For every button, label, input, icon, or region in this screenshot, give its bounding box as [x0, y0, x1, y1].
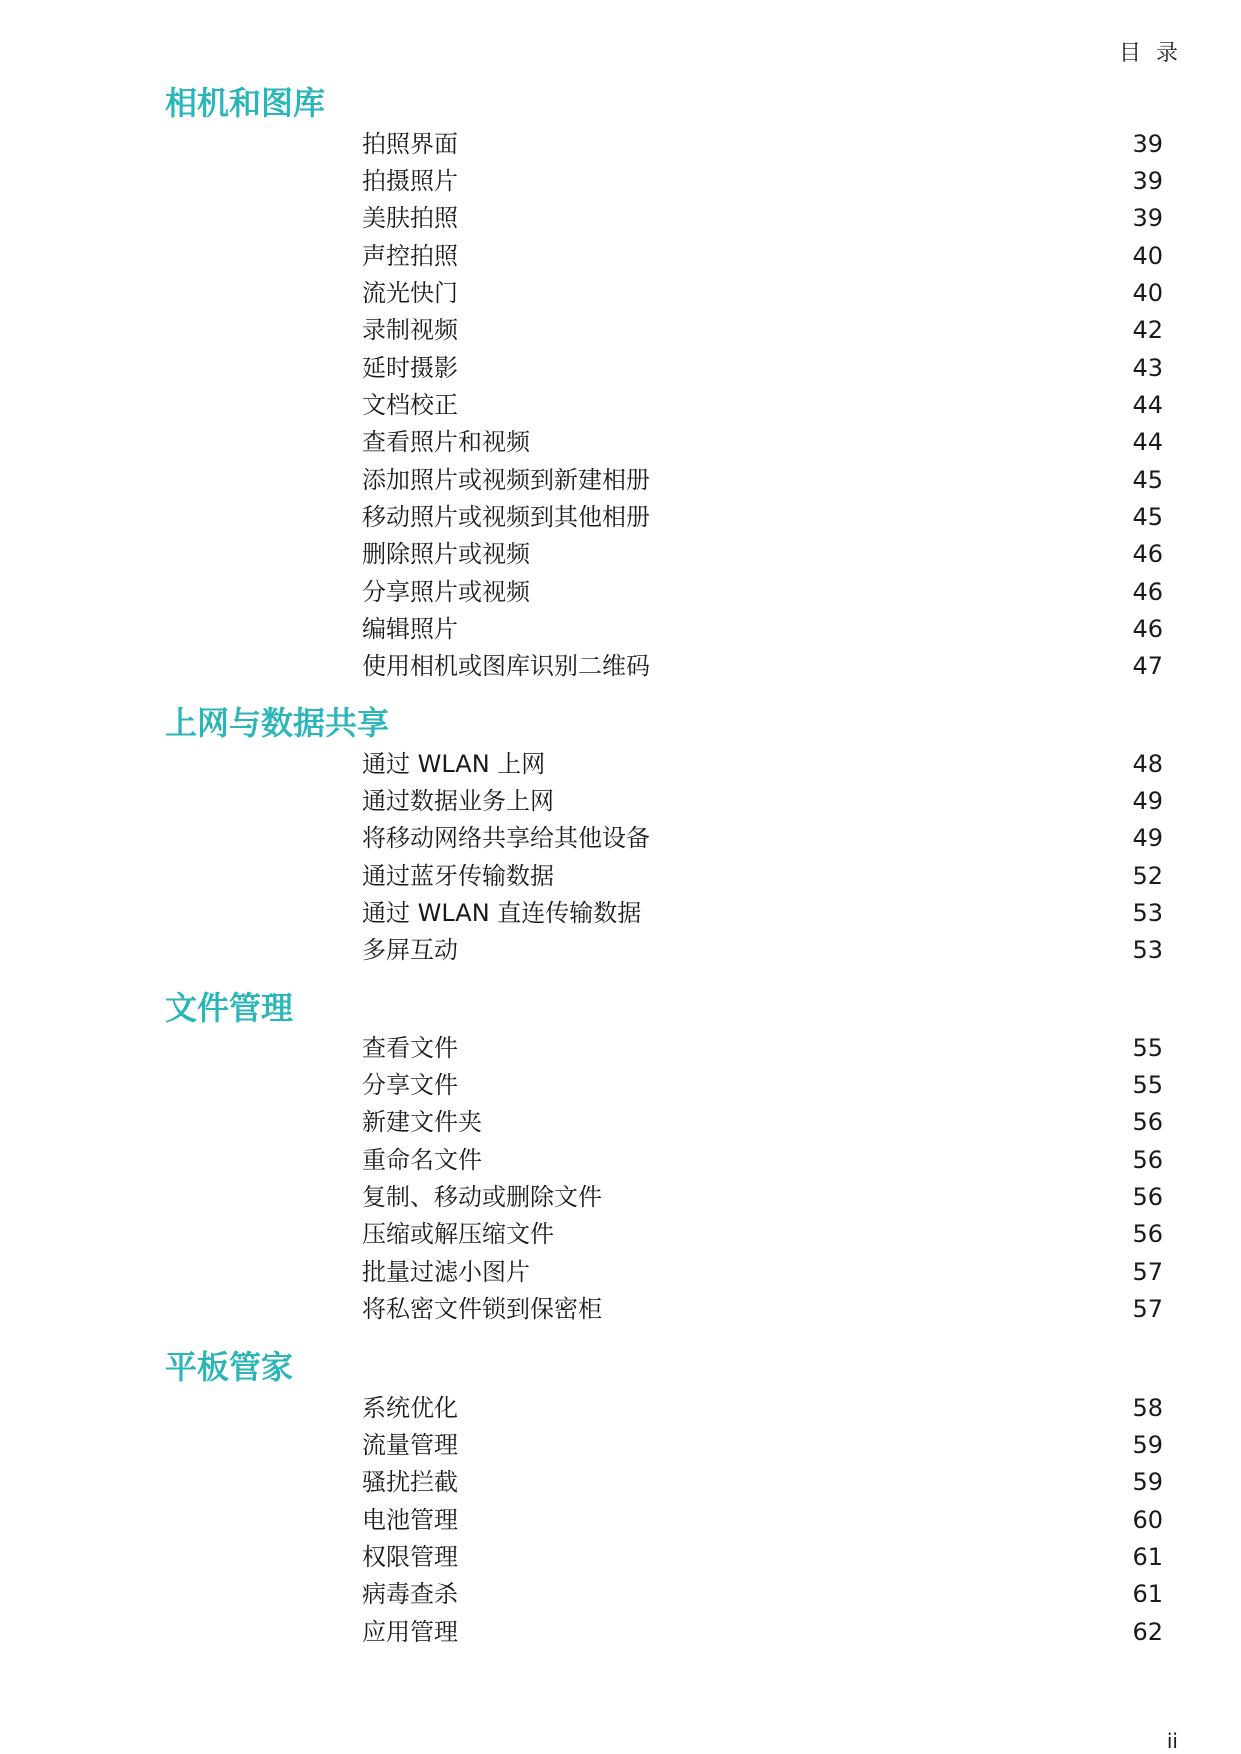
- toc-entry[interactable]: [0, 574, 1241, 611]
- section-title: 上网与数据共享: [165, 704, 390, 742]
- toc-entry[interactable]: [0, 1142, 1241, 1179]
- entry-title: 分享照片或视频: [362, 578, 530, 606]
- toc-entry[interactable]: [0, 126, 1241, 163]
- entry-title: 通过 WLAN 直连传输数据: [362, 899, 642, 927]
- entry-page: 39: [1132, 204, 1163, 232]
- toc-entry[interactable]: [0, 275, 1241, 312]
- toc-entry[interactable]: [0, 820, 1241, 857]
- entry-page: 56: [1132, 1183, 1163, 1211]
- entry-page: 62: [1132, 1618, 1163, 1646]
- entry-title: 声控拍照: [362, 242, 458, 270]
- entry-page: 39: [1132, 167, 1163, 195]
- entry-page: 40: [1132, 279, 1163, 307]
- toc-entry[interactable]: [0, 1390, 1241, 1427]
- page-number: ii: [1166, 1729, 1178, 1753]
- entry-page: 57: [1132, 1295, 1163, 1323]
- entry-title: 新建文件夹: [362, 1108, 482, 1136]
- entry-page: 48: [1132, 750, 1163, 778]
- toc-entry[interactable]: [0, 1104, 1241, 1141]
- toc-entry[interactable]: [0, 1464, 1241, 1501]
- entry-title: 延时摄影: [362, 354, 458, 382]
- entry-title: 移动照片或视频到其他相册: [362, 503, 650, 531]
- toc-entry[interactable]: [0, 1614, 1241, 1651]
- toc-entry[interactable]: [0, 1067, 1241, 1104]
- toc-header-label: 目 录: [1119, 41, 1182, 66]
- entry-title: 分享文件: [362, 1071, 458, 1099]
- entry-title: 文档校正: [362, 391, 458, 419]
- entry-page: 46: [1132, 615, 1163, 643]
- entry-page: 39: [1132, 130, 1163, 158]
- entry-title: 添加照片或视频到新建相册: [362, 466, 650, 494]
- toc-entry[interactable]: [0, 783, 1241, 820]
- entry-title: 删除照片或视频: [362, 540, 530, 568]
- entry-title: 系统优化: [362, 1394, 458, 1422]
- entry-title: 复制、移动或删除文件: [362, 1183, 602, 1211]
- entry-title: 流光快门: [362, 279, 458, 307]
- toc-entry[interactable]: [0, 895, 1241, 932]
- section-title: 平板管家: [165, 1348, 294, 1386]
- entry-title: 美肤拍照: [362, 204, 458, 232]
- entry-page: 61: [1132, 1543, 1163, 1571]
- toc-entry[interactable]: [0, 1179, 1241, 1216]
- entry-title: 将私密文件锁到保密柜: [362, 1295, 602, 1323]
- toc-entry[interactable]: [0, 1254, 1241, 1291]
- entry-page: 40: [1132, 242, 1163, 270]
- entry-page: 56: [1132, 1108, 1163, 1136]
- entry-title: 病毒查杀: [362, 1580, 458, 1608]
- toc-entry[interactable]: [0, 611, 1241, 648]
- toc-entry[interactable]: [0, 163, 1241, 200]
- toc-entry[interactable]: [0, 536, 1241, 573]
- entry-title: 拍摄照片: [362, 167, 458, 195]
- toc-entry[interactable]: [0, 1576, 1241, 1613]
- entry-title: 录制视频: [362, 316, 458, 344]
- toc-entry[interactable]: [0, 1502, 1241, 1539]
- toc-entry[interactable]: [0, 387, 1241, 424]
- entry-page: 59: [1132, 1431, 1163, 1459]
- entry-page: 59: [1132, 1468, 1163, 1496]
- entry-page: 52: [1132, 862, 1163, 890]
- entry-title: 通过 WLAN 上网: [362, 750, 546, 778]
- entry-title: 流量管理: [362, 1431, 458, 1459]
- toc-entry[interactable]: [0, 1216, 1241, 1253]
- toc-entry[interactable]: [0, 1539, 1241, 1576]
- section-title: 相机和图库: [165, 84, 326, 122]
- entry-title: 查看照片和视频: [362, 428, 530, 456]
- entry-title: 重命名文件: [362, 1146, 482, 1174]
- toc-entry[interactable]: [0, 1030, 1241, 1067]
- toc-entry[interactable]: [0, 1427, 1241, 1464]
- entry-page: 42: [1132, 316, 1163, 344]
- section-title: 文件管理: [165, 989, 294, 1027]
- entry-page: 61: [1132, 1580, 1163, 1608]
- toc-entry[interactable]: [0, 648, 1241, 685]
- entry-title: 拍照界面: [362, 130, 458, 158]
- entry-page: 60: [1132, 1506, 1163, 1534]
- entry-title: 通过数据业务上网: [362, 787, 554, 815]
- entry-title: 通过蓝牙传输数据: [362, 862, 554, 890]
- entry-page: 55: [1132, 1071, 1163, 1099]
- entry-title: 编辑照片: [362, 615, 458, 643]
- entry-page: 44: [1132, 391, 1163, 419]
- entry-page: 57: [1132, 1258, 1163, 1286]
- entry-page: 46: [1132, 540, 1163, 568]
- entry-title: 多屏互动: [362, 936, 458, 964]
- toc-entry[interactable]: [0, 746, 1241, 783]
- toc-entry[interactable]: [0, 932, 1241, 969]
- toc-entry[interactable]: [0, 499, 1241, 536]
- toc-entry[interactable]: [0, 200, 1241, 237]
- entry-title: 压缩或解压缩文件: [362, 1220, 554, 1248]
- entry-page: 45: [1132, 466, 1163, 494]
- toc-entry[interactable]: [0, 312, 1241, 349]
- toc-entry[interactable]: [0, 424, 1241, 461]
- toc-entry[interactable]: [0, 462, 1241, 499]
- entry-page: 53: [1132, 936, 1163, 964]
- entry-page: 56: [1132, 1146, 1163, 1174]
- entry-page: 44: [1132, 428, 1163, 456]
- entry-title: 使用相机或图库识别二维码: [362, 652, 650, 680]
- entry-page: 49: [1132, 824, 1163, 852]
- entry-page: 53: [1132, 899, 1163, 927]
- toc-entry[interactable]: [0, 1291, 1241, 1328]
- entry-page: 55: [1132, 1034, 1163, 1062]
- entry-title: 应用管理: [362, 1618, 458, 1646]
- entry-page: 49: [1132, 787, 1163, 815]
- entry-title: 批量过滤小图片: [362, 1258, 530, 1286]
- entry-page: 45: [1132, 503, 1163, 531]
- entry-page: 43: [1132, 354, 1163, 382]
- entry-title: 查看文件: [362, 1034, 458, 1062]
- entry-title: 电池管理: [362, 1506, 458, 1534]
- toc-entry[interactable]: [0, 858, 1241, 895]
- entry-title: 将移动网络共享给其他设备: [362, 824, 650, 852]
- entry-title: 权限管理: [362, 1543, 458, 1571]
- entry-page: 58: [1132, 1394, 1163, 1422]
- entry-page: 46: [1132, 578, 1163, 606]
- entry-page: 47: [1132, 652, 1163, 680]
- entry-page: 56: [1132, 1220, 1163, 1248]
- entry-title: 骚扰拦截: [362, 1468, 458, 1496]
- toc-entry[interactable]: [0, 238, 1241, 275]
- toc-entry[interactable]: [0, 350, 1241, 387]
